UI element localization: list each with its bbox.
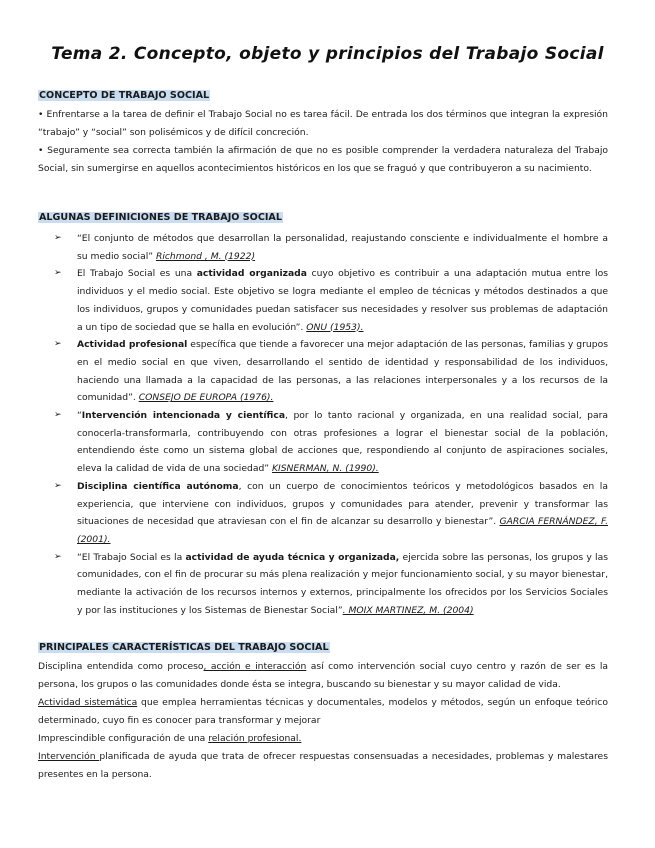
citation: ONU (1953). [306, 321, 364, 333]
paragraph-historical-context: • Seguramente sea correcta también la afirmación de que no es posible comprender la verdadera naturaleza del Trabajo Social, sin sumergirse en aquellos acontecimientos históricos en los que se fraguó y que contribuyeron a su nacimiento. [38, 145, 608, 174]
arrow-bullet-icon: ➢ [54, 233, 62, 243]
section-heading-definiciones: ALGUNAS DEFINICIONES DE TRABAJO SOCIAL [39, 212, 282, 223]
citation: . MOIX MARTINEZ, M. (2004) [342, 604, 474, 616]
definition-item: ➢ Disciplina científica autónoma, con un cuerpo de conocimientos teóricos y metodológicos basados en la experiencia, que interviene con individuos, grupos y comunidades para atender, prevenir y transformar las situaciones de necesidad que atraviesan con el fin de alcanzar su desarrollo y bienestar”. GARCIA FERNÁNDEZ, F. (2001). [54, 478, 608, 549]
page-title: Tema 2. Concepto, objeto y principios del Trabajo Social [51, 44, 604, 64]
definition-item: ➢ Actividad profesional específica que tiende a favorecer una mejor adaptación de las personas, familias y grupos en el medio social en que viven, desarrollando el sentido de identidad y responsabilidad de los individuos, haciendo una llamada a la capacidad de las personas, a las relaciones interpersonales y a los recursos de la comunidad”. CONSEJO DE EUROPA (1976). [54, 336, 608, 407]
definition-item: ➢ “El Trabajo Social es la actividad de ayuda técnica y organizada, ejercida sobre las personas, los grupos y las comunidades, con el fin de procurar su más plena realización y mejor funcionamiento social, y su mayor bienestar, mediante la activación de los recursos internos y externos, principalmente los ofrecidos por los Servicios Sociales y por las instituciones y los Sistemas de Bienestar Social”. MOIX MARTINEZ, M. (2004) [54, 549, 608, 620]
citation: CONSEJO DE EUROPA (1976). [138, 392, 274, 404]
arrow-bullet-icon: ➢ [54, 551, 62, 562]
paragraph-disciplina: Disciplina entendida como proceso, acción e interacción así como intervención social cuyo centro y razón de ser es la persona, los grupos o las comunidades donde ésta se integra, buscando su bienestar y su mayor calidad de vida. [38, 661, 609, 690]
arrow-bullet-icon: ➢ [54, 480, 62, 491]
citation: KISNERMAN, N. (1990). [271, 463, 379, 475]
paragraph-definition-difficulty: • Enfrentarse a la tarea de definir el Trabajo Social no es tarea fácil. De entrada los dos términos que integran la expresión “trabajo” y “social” son polisémicos y de difícil concreción. [38, 109, 608, 138]
section-heading-caracteristicas: PRINCIPALES CARACTERÍSTICAS DEL TRABAJO SOCIAL [39, 642, 329, 653]
citation: GARCIA FERNÁNDEZ, F. (2001). [77, 516, 608, 545]
definition-item: ➢ “El conjunto de métodos que desarrollan la personalidad, reajustando consciente e individualmente el hombre a su medio social” Richmond , M. (1922) [54, 230, 608, 265]
paragraph-relacion-profesional: Imprescindible configuración de una relación profesional. [38, 733, 302, 744]
section-heading-concepto: CONCEPTO DE TRABAJO SOCIAL [39, 90, 210, 101]
arrow-bullet-icon: ➢ [54, 268, 62, 279]
arrow-bullet-icon: ➢ [54, 339, 62, 350]
arrow-bullet-icon: ➢ [54, 410, 62, 421]
paragraph-actividad-sistematica: Actividad sistemática que emplea herramientas técnicas y documentales, modelos y métodos, según un enfoque teórico determinado, cuyo fin es conocer para transformar y mejorar [38, 697, 608, 726]
definition-item: ➢ El Trabajo Social es una actividad organizada cuyo objetivo es contribuir a una adaptación mutua entre los individuos y el medio social. Este objetivo se logra mediante el empleo de técnicas y métodos destinados a que los individuos, grupos y comunidades puedan satisfacer sus necesidades y resolver sus problemas de adaptación a un tipo de sociedad que se halla en evolución”. ONU (1953). [54, 265, 608, 336]
definition-item: ➢ “Intervención intencionada y científica, por lo tanto racional y organizada, en una realidad social, para conocerla-transformarla, contribuyendo con otras profesiones a lograr el bienestar social de la población, entendiendo éste como un sistema global de acciones que, respondiendo al conjunto de aspiraciones sociales, eleva la calidad de vida de una sociedad” KISNERMAN, N. (1990). [54, 407, 608, 478]
citation: Richmond , M. (1922) [155, 250, 256, 262]
paragraph-intervencion: Intervención planificada de ayuda que trata de ofrecer respuestas consensuadas a necesidades, problemas y malestares presentes en la persona. [38, 751, 608, 780]
definitions-list [54, 230, 608, 619]
